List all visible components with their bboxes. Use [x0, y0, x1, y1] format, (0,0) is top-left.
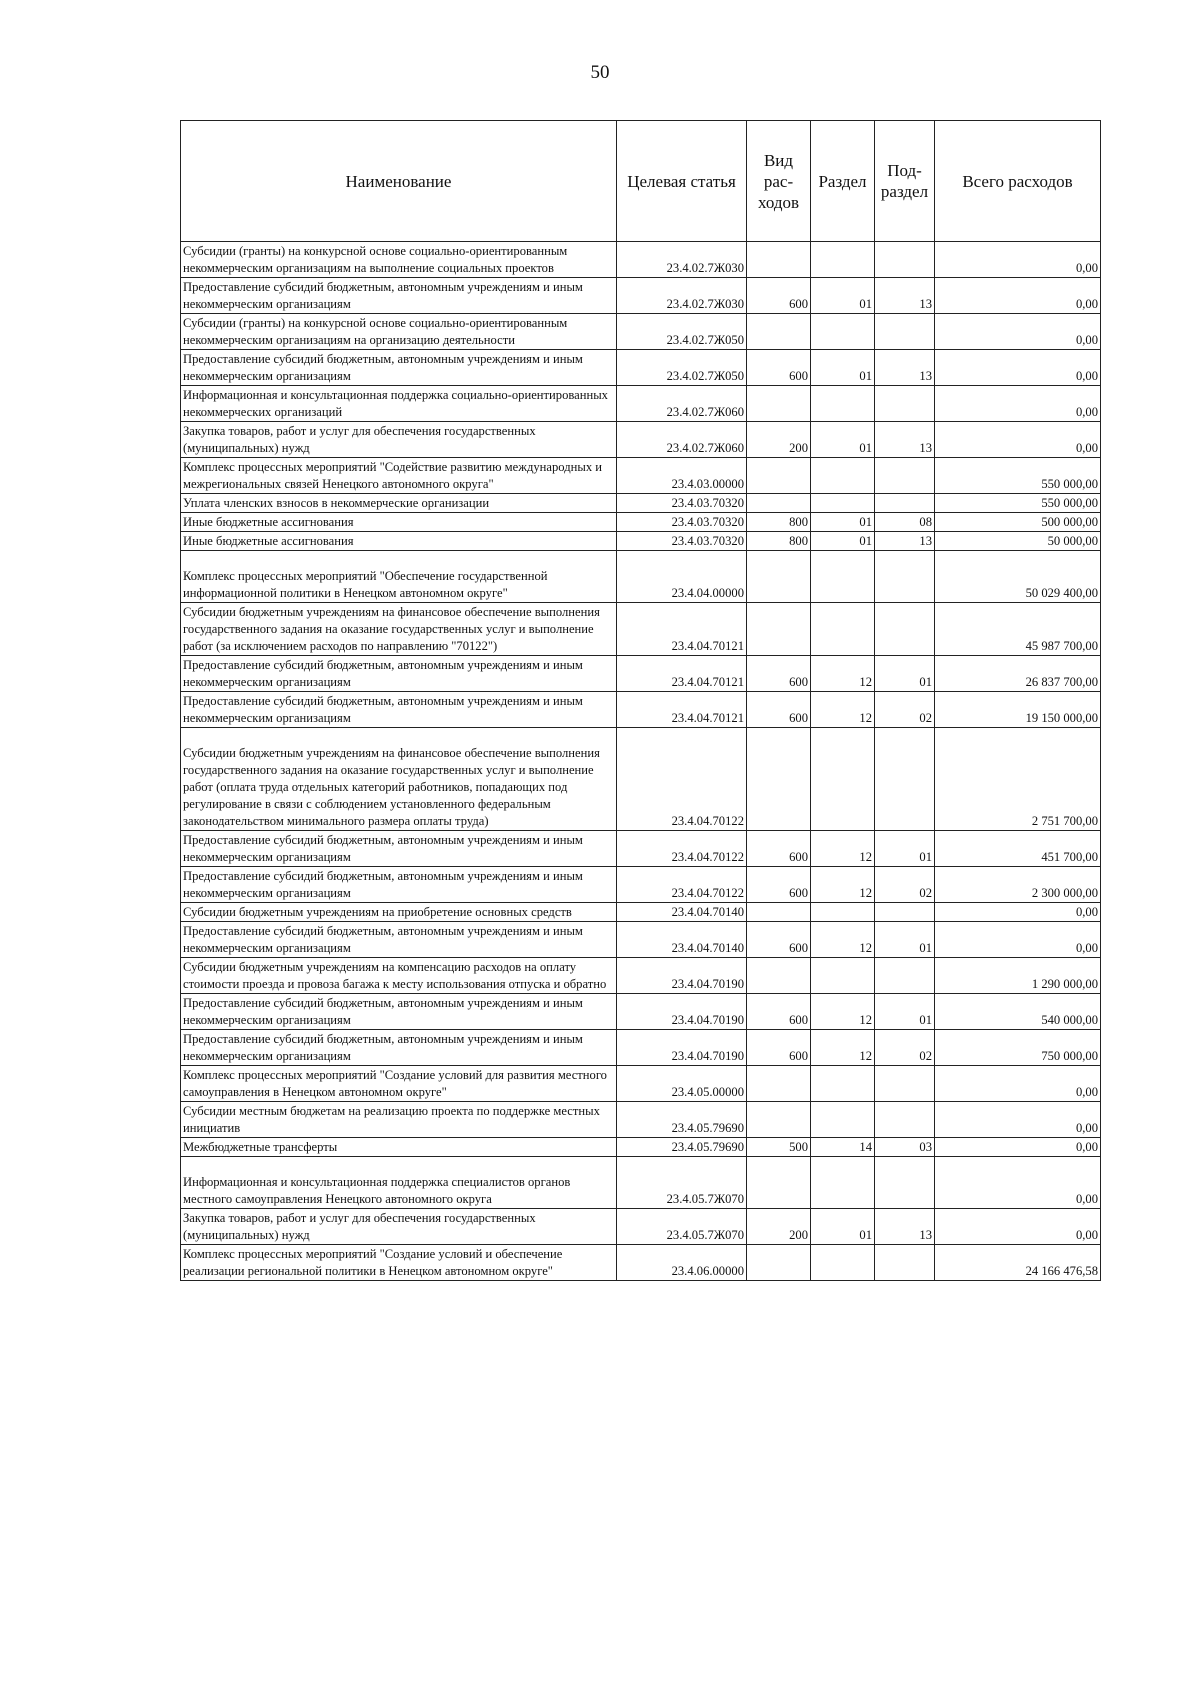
- header-subsection-line: раздел: [880, 182, 929, 201]
- cell-section: [811, 1245, 875, 1281]
- cell-expense-type: 600: [747, 922, 811, 958]
- cell-name: Субсидии местным бюджетам на реализацию проекта по поддержке местных инициатив: [181, 1102, 617, 1138]
- cell-code: 23.4.04.70140: [617, 922, 747, 958]
- cell-total: 0,00: [935, 350, 1101, 386]
- cell-expense-type: [747, 1157, 811, 1209]
- cell-section: 12: [811, 656, 875, 692]
- cell-total: 24 166 476,58: [935, 1245, 1101, 1281]
- cell-section: 01: [811, 513, 875, 532]
- table-row: [181, 513, 1101, 532]
- cell-subsection: [875, 551, 935, 603]
- cell-name: Межбюджетные трансферты: [181, 1138, 617, 1157]
- cell-total: 451 700,00: [935, 831, 1101, 867]
- table-row: [181, 1245, 1101, 1281]
- table-row: [181, 922, 1101, 958]
- page-number: 50: [590, 62, 610, 83]
- cell-expense-type: 600: [747, 278, 811, 314]
- cell-section: 12: [811, 692, 875, 728]
- cell-expense-type: [747, 1245, 811, 1281]
- cell-code: 23.4.03.70320: [617, 532, 747, 551]
- table-row: [181, 728, 1101, 831]
- cell-code: 23.4.04.70122: [617, 831, 747, 867]
- cell-code: 23.4.03.70320: [617, 494, 747, 513]
- cell-code: 23.4.02.7Ж060: [617, 422, 747, 458]
- cell-code: 23.4.04.70121: [617, 656, 747, 692]
- cell-total: 2 751 700,00: [935, 728, 1101, 831]
- cell-code: 23.4.05.7Ж070: [617, 1209, 747, 1245]
- table-row: [181, 1102, 1101, 1138]
- cell-code: 23.4.04.00000: [617, 551, 747, 603]
- budget-table: [180, 120, 1101, 1281]
- cell-code: 23.4.05.7Ж070: [617, 1157, 747, 1209]
- cell-expense-type: [747, 494, 811, 513]
- cell-subsection: 02: [875, 867, 935, 903]
- cell-expense-type: [747, 903, 811, 922]
- cell-expense-type: 600: [747, 994, 811, 1030]
- cell-expense-type: 600: [747, 867, 811, 903]
- cell-total: 0,00: [935, 1066, 1101, 1102]
- cell-subsection: 02: [875, 692, 935, 728]
- table-row: [181, 458, 1101, 494]
- cell-code: 23.4.05.79690: [617, 1102, 747, 1138]
- cell-name: Предоставление субсидий бюджетным, автономным учреждениям и иным некоммерческим организациям: [181, 278, 617, 314]
- cell-name: Субсидии (гранты) на конкурсной основе социально-ориентированным некоммерческим организациям на выполнение социальных проектов: [181, 242, 617, 278]
- cell-code: 23.4.04.70121: [617, 603, 747, 656]
- cell-total: 26 837 700,00: [935, 656, 1101, 692]
- cell-section: 14: [811, 1138, 875, 1157]
- cell-name: Информационная и консультационная поддержка социально-ориентированных некоммерческих организаций: [181, 386, 617, 422]
- cell-subsection: [875, 314, 935, 350]
- cell-name: Предоставление субсидий бюджетным, автономным учреждениям и иным некоммерческим организациям: [181, 350, 617, 386]
- table-row: [181, 994, 1101, 1030]
- cell-expense-type: 200: [747, 1209, 811, 1245]
- cell-subsection: [875, 242, 935, 278]
- cell-name: Информационная и консультационная поддержка специалистов органов местного самоуправления Ненецкого автономного округа: [181, 1157, 617, 1209]
- cell-subsection: 01: [875, 994, 935, 1030]
- cell-expense-type: 800: [747, 513, 811, 532]
- cell-section: 12: [811, 867, 875, 903]
- cell-section: [811, 494, 875, 513]
- cell-name: Предоставление субсидий бюджетным, автономным учреждениям и иным некоммерческим организациям: [181, 692, 617, 728]
- cell-expense-type: [747, 1066, 811, 1102]
- cell-total: 0,00: [935, 1157, 1101, 1209]
- header-expense-type-line: ходов: [757, 192, 800, 212]
- cell-section: 12: [811, 994, 875, 1030]
- cell-section: [811, 386, 875, 422]
- header-name: Наименование: [181, 121, 617, 242]
- table-row: [181, 278, 1101, 314]
- cell-name: Уплата членских взносов в некоммерческие организации: [181, 494, 617, 513]
- cell-subsection: [875, 603, 935, 656]
- cell-subsection: [875, 1102, 935, 1138]
- cell-subsection: 13: [875, 422, 935, 458]
- header-expense-type: [747, 121, 811, 242]
- cell-total: 50 000,00: [935, 532, 1101, 551]
- table-header: [181, 121, 1101, 242]
- table-row: [181, 1138, 1101, 1157]
- table-body: [181, 242, 1101, 1281]
- cell-total: 1 290 000,00: [935, 958, 1101, 994]
- cell-section: [811, 1157, 875, 1209]
- table-row: [181, 350, 1101, 386]
- cell-total: 2 300 000,00: [935, 867, 1101, 903]
- cell-name: Субсидии бюджетным учреждениям на компенсацию расходов на оплату стоимости проезда и провоза багажа к месту использования отпуска и обратно: [181, 958, 617, 994]
- cell-section: [811, 958, 875, 994]
- cell-total: 19 150 000,00: [935, 692, 1101, 728]
- cell-expense-type: 600: [747, 656, 811, 692]
- cell-total: 0,00: [935, 1138, 1101, 1157]
- cell-code: 23.4.02.7Ж050: [617, 314, 747, 350]
- cell-expense-type: [747, 728, 811, 831]
- cell-name: Предоставление субсидий бюджетным, автономным учреждениям и иным некоммерческим организациям: [181, 922, 617, 958]
- table-row: [181, 422, 1101, 458]
- cell-section: [811, 903, 875, 922]
- table-row: [181, 692, 1101, 728]
- cell-code: 23.4.04.70190: [617, 994, 747, 1030]
- cell-expense-type: [747, 242, 811, 278]
- cell-section: 01: [811, 350, 875, 386]
- cell-subsection: 13: [875, 532, 935, 551]
- cell-subsection: [875, 903, 935, 922]
- cell-total: 750 000,00: [935, 1030, 1101, 1066]
- cell-section: 01: [811, 278, 875, 314]
- table-row: [181, 867, 1101, 903]
- header-expense-type-line: рас-: [763, 171, 794, 191]
- cell-subsection: [875, 958, 935, 994]
- cell-name: Субсидии бюджетным учреждениям на финансовое обеспечение выполнения государственного задания на оказание государственных услуг и выполнение работ (за исключением расходов по направлению "70122"): [181, 603, 617, 656]
- cell-subsection: [875, 458, 935, 494]
- cell-code: 23.4.02.7Ж030: [617, 242, 747, 278]
- cell-total: 0,00: [935, 386, 1101, 422]
- cell-expense-type: [747, 314, 811, 350]
- cell-subsection: [875, 1157, 935, 1209]
- cell-expense-type: [747, 603, 811, 656]
- cell-subsection: [875, 1245, 935, 1281]
- cell-name: Субсидии (гранты) на конкурсной основе социально-ориентированным некоммерческим организациям на организацию деятельности: [181, 314, 617, 350]
- cell-code: 23.4.05.79690: [617, 1138, 747, 1157]
- cell-code: 23.4.03.00000: [617, 458, 747, 494]
- cell-name: Комплекс процессных мероприятий "Содействие развитию международных и межрегиональных связей Ненецкого автономного округа": [181, 458, 617, 494]
- cell-section: 01: [811, 1209, 875, 1245]
- cell-total: 0,00: [935, 922, 1101, 958]
- cell-section: [811, 1066, 875, 1102]
- cell-subsection: 13: [875, 350, 935, 386]
- table-row: [181, 1157, 1101, 1209]
- cell-section: 12: [811, 831, 875, 867]
- cell-name: Комплекс процессных мероприятий "Обеспечение государственной информационной политики в Ненецком автономном округе": [181, 551, 617, 603]
- cell-code: 23.4.02.7Ж050: [617, 350, 747, 386]
- cell-code: 23.4.04.70122: [617, 867, 747, 903]
- cell-name: Комплекс процессных мероприятий "Создание условий и обеспечение реализации региональной политики в Ненецком автономном округе": [181, 1245, 617, 1281]
- cell-total: 0,00: [935, 422, 1101, 458]
- header-total: Всего расходов: [935, 121, 1101, 242]
- cell-name: Субсидии бюджетным учреждениям на приобретение основных средств: [181, 903, 617, 922]
- cell-total: 550 000,00: [935, 458, 1101, 494]
- cell-name: Закупка товаров, работ и услуг для обеспечения государственных (муниципальных) нужд: [181, 422, 617, 458]
- cell-total: 0,00: [935, 314, 1101, 350]
- cell-expense-type: [747, 551, 811, 603]
- cell-expense-type: [747, 958, 811, 994]
- cell-section: [811, 458, 875, 494]
- table-row: [181, 1030, 1101, 1066]
- header-subsection-line: Под-: [887, 161, 922, 180]
- table-row: [181, 1066, 1101, 1102]
- cell-subsection: 01: [875, 922, 935, 958]
- table-row: [181, 603, 1101, 656]
- cell-section: [811, 242, 875, 278]
- cell-section: 12: [811, 922, 875, 958]
- table-row: [181, 903, 1101, 922]
- cell-subsection: 13: [875, 1209, 935, 1245]
- cell-section: [811, 551, 875, 603]
- cell-total: 0,00: [935, 1209, 1101, 1245]
- cell-name: Комплекс процессных мероприятий "Создание условий для развития местного самоуправления в Ненецком автономном округе": [181, 1066, 617, 1102]
- cell-subsection: [875, 494, 935, 513]
- cell-total: 50 029 400,00: [935, 551, 1101, 603]
- cell-expense-type: [747, 386, 811, 422]
- table-row: [181, 386, 1101, 422]
- cell-total: 45 987 700,00: [935, 603, 1101, 656]
- cell-section: [811, 603, 875, 656]
- cell-code: 23.4.04.70122: [617, 728, 747, 831]
- cell-subsection: 03: [875, 1138, 935, 1157]
- cell-code: 23.4.04.70190: [617, 958, 747, 994]
- cell-subsection: [875, 728, 935, 831]
- cell-total: 0,00: [935, 278, 1101, 314]
- cell-code: 23.4.06.00000: [617, 1245, 747, 1281]
- cell-total: 540 000,00: [935, 994, 1101, 1030]
- cell-code: 23.4.04.70121: [617, 692, 747, 728]
- cell-code: 23.4.04.70190: [617, 1030, 747, 1066]
- cell-code: 23.4.02.7Ж030: [617, 278, 747, 314]
- cell-total: 500 000,00: [935, 513, 1101, 532]
- cell-expense-type: 200: [747, 422, 811, 458]
- cell-code: 23.4.03.70320: [617, 513, 747, 532]
- cell-section: 01: [811, 532, 875, 551]
- cell-section: [811, 728, 875, 831]
- cell-code: 23.4.04.70140: [617, 903, 747, 922]
- cell-expense-type: 600: [747, 831, 811, 867]
- cell-subsection: 01: [875, 831, 935, 867]
- cell-code: 23.4.05.00000: [617, 1066, 747, 1102]
- cell-expense-type: 600: [747, 1030, 811, 1066]
- header-code: Целевая статья: [617, 121, 747, 242]
- cell-section: 12: [811, 1030, 875, 1066]
- header-section: Раздел: [811, 121, 875, 242]
- cell-section: [811, 314, 875, 350]
- cell-total: 0,00: [935, 903, 1101, 922]
- header-expense-type-line: Вид: [763, 150, 794, 170]
- table-row: [181, 532, 1101, 551]
- cell-name: Закупка товаров, работ и услуг для обеспечения государственных (муниципальных) нужд: [181, 1209, 617, 1245]
- table-row: [181, 242, 1101, 278]
- cell-expense-type: [747, 458, 811, 494]
- cell-expense-type: 800: [747, 532, 811, 551]
- cell-subsection: 08: [875, 513, 935, 532]
- cell-name: Предоставление субсидий бюджетным, автономным учреждениям и иным некоммерческим организациям: [181, 1030, 617, 1066]
- cell-expense-type: 500: [747, 1138, 811, 1157]
- cell-subsection: 01: [875, 656, 935, 692]
- cell-name: Предоставление субсидий бюджетным, автономным учреждениям и иным некоммерческим организациям: [181, 831, 617, 867]
- cell-name: Иные бюджетные ассигнования: [181, 513, 617, 532]
- cell-expense-type: 600: [747, 692, 811, 728]
- header-subsection: [875, 121, 935, 242]
- cell-name: Предоставление субсидий бюджетным, автономным учреждениям и иным некоммерческим организациям: [181, 994, 617, 1030]
- cell-code: 23.4.02.7Ж060: [617, 386, 747, 422]
- cell-subsection: [875, 1066, 935, 1102]
- cell-expense-type: [747, 1102, 811, 1138]
- cell-name: Субсидии бюджетным учреждениям на финансовое обеспечение выполнения государственного задания на оказание государственных услуг и выполнение работ (оплата труда отдельных категорий работников, попадающих под регулирование в связи с соблюдением установленного федеральным законодательством минимального размера оплаты труда): [181, 728, 617, 831]
- table-row: [181, 958, 1101, 994]
- table-row: [181, 494, 1101, 513]
- cell-total: 0,00: [935, 1102, 1101, 1138]
- cell-section: [811, 1102, 875, 1138]
- cell-total: 0,00: [935, 242, 1101, 278]
- table-row: [181, 551, 1101, 603]
- table-row: [181, 831, 1101, 867]
- table-row: [181, 656, 1101, 692]
- table-row: [181, 1209, 1101, 1245]
- cell-name: Предоставление субсидий бюджетным, автономным учреждениям и иным некоммерческим организациям: [181, 656, 617, 692]
- cell-total: 550 000,00: [935, 494, 1101, 513]
- table-row: [181, 314, 1101, 350]
- cell-subsection: 13: [875, 278, 935, 314]
- cell-section: 01: [811, 422, 875, 458]
- cell-expense-type: 600: [747, 350, 811, 386]
- cell-subsection: [875, 386, 935, 422]
- cell-name: Иные бюджетные ассигнования: [181, 532, 617, 551]
- cell-subsection: 02: [875, 1030, 935, 1066]
- cell-name: Предоставление субсидий бюджетным, автономным учреждениям и иным некоммерческим организациям: [181, 867, 617, 903]
